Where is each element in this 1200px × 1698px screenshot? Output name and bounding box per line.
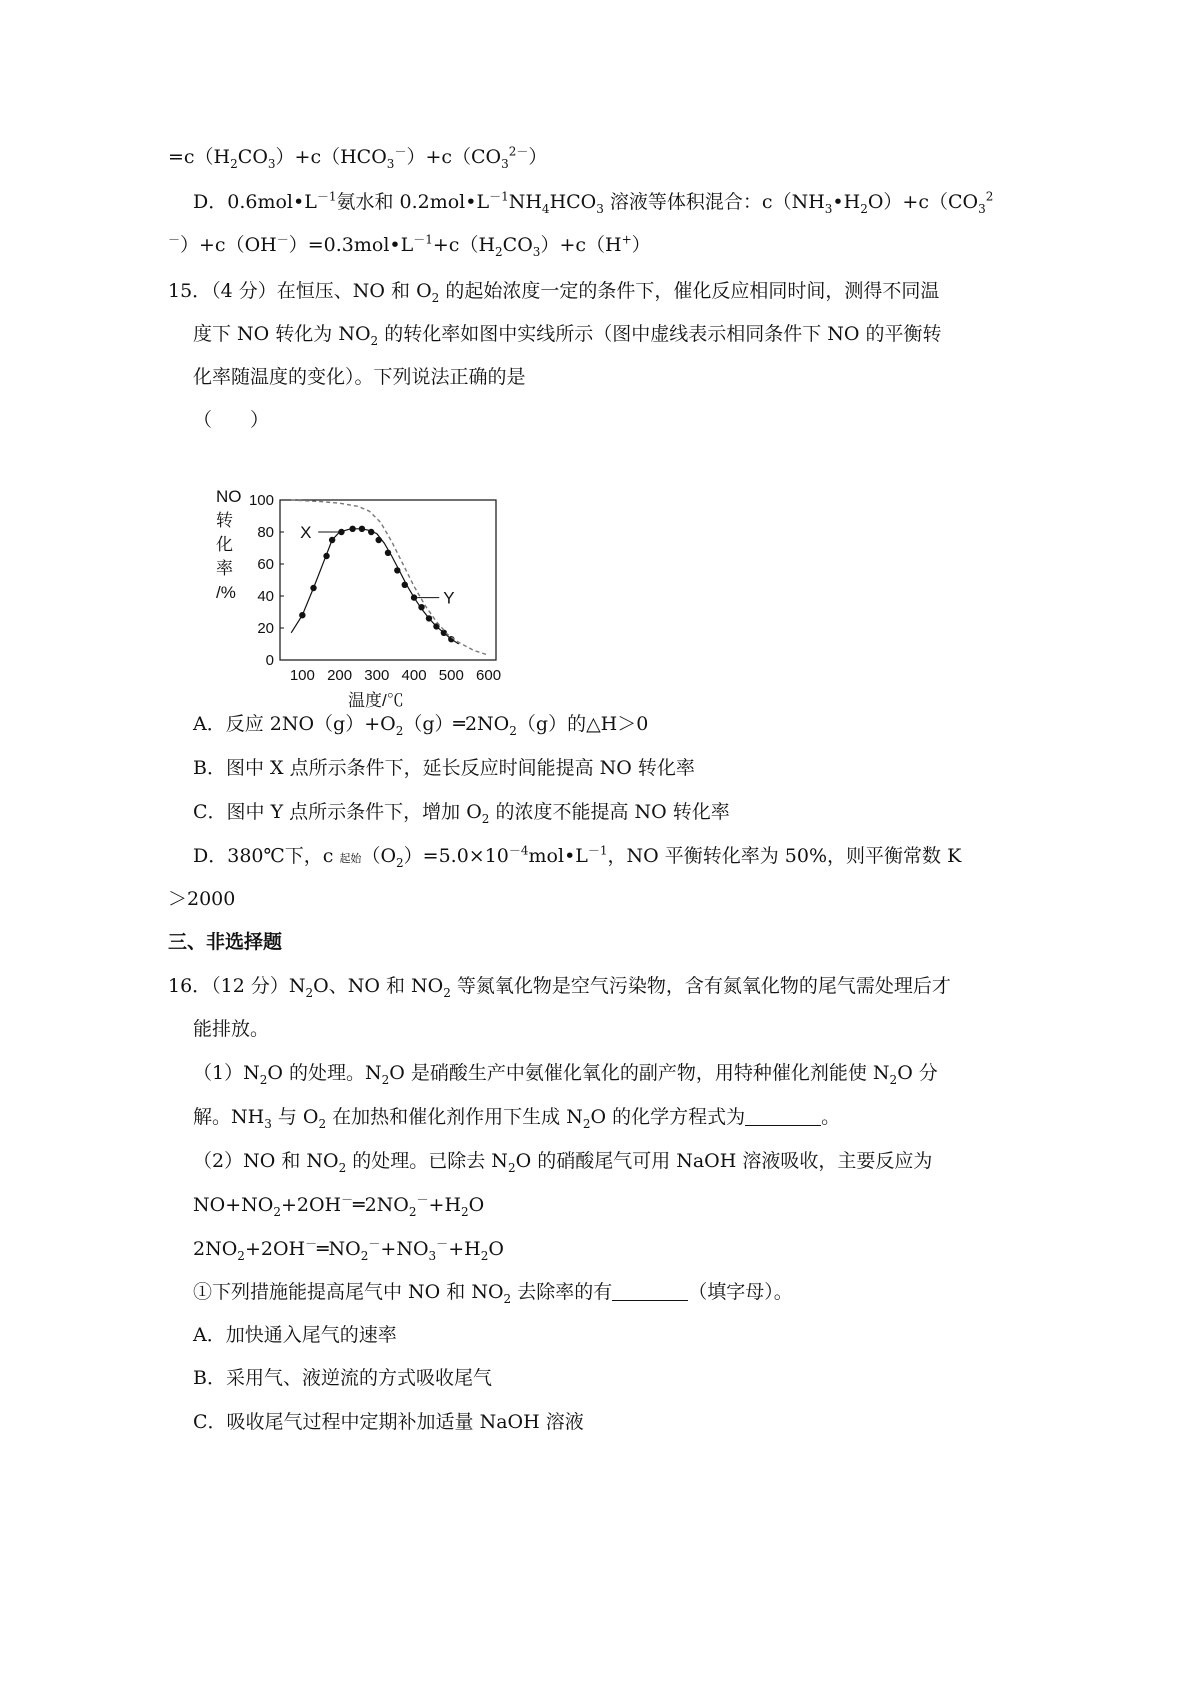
data-point <box>329 537 335 543</box>
answer-paren: （ ） <box>193 409 270 431</box>
section-heading: 三、非选择题 <box>168 931 283 953</box>
y-tick-label: 60 <box>257 556 274 573</box>
option-d-line-1: D．$0.6mol•L^{-1}$氨水和 $0.2mol•L^{-1}NH_4HCO_3$ 溶液等体积混合：$c(NH_3•H_2O)+c(CO_3^2$ <box>193 189 994 216</box>
data-point <box>375 537 381 543</box>
data-point <box>402 582 408 588</box>
y-axis-label: NO <box>216 487 242 506</box>
y-axis-label: 率 <box>216 559 233 578</box>
equation-1: $NO+NO_2+2OH^-═2NO_2^-+H_2O$ <box>193 1192 485 1219</box>
data-point <box>411 594 417 600</box>
y-tick-label: 100 <box>248 492 274 509</box>
data-point <box>385 550 391 556</box>
y-tick-label: 20 <box>257 620 274 637</box>
question-16-line-1: 16．（12 分）$N_2O$、NO 和 $NO_2$ 等氮氧化物是空气污染物，含有氮氧化物的尾气需处理后才 <box>168 975 951 1000</box>
annotation-y: Y <box>443 588 455 608</box>
x-tick-label: 400 <box>401 667 427 684</box>
x-tick-label: 100 <box>289 667 315 684</box>
text-line: $=c(H_2CO_3)+c(HCO_3^-)+c(CO_3^{2-})$ <box>168 144 548 171</box>
y-axis-label: 转 <box>216 511 233 530</box>
y-tick-label: 0 <box>265 652 274 669</box>
data-point <box>426 615 432 621</box>
question-16-part-2: （2）NO 和 $NO_2$ 的处理。已除去 $N_2O$ 的硝酸尾气可用 NaOH 溶液吸收，主要反应为 <box>193 1150 933 1175</box>
conversion-chart <box>216 487 518 710</box>
data-point <box>394 567 400 573</box>
question-15-line-2: 度下 NO 转化为 $NO_2$ 的转化率如图中实线所示（图中虚线表示相同条件下 NO 的平衡转 <box>193 323 942 348</box>
data-point <box>299 612 305 618</box>
option-d-cont: ＞2000 <box>168 888 236 910</box>
q16-option-b: B．采用气、液逆流的方式吸收尾气 <box>193 1367 492 1389</box>
x-tick-label: 600 <box>476 667 502 684</box>
x-axis-label: 温度/℃ <box>348 691 404 710</box>
y-axis-label: 化 <box>216 535 233 554</box>
option-d-line-2: $^-)+c(OH^-)=0.3mol•L^{-1}+c(H_2CO_3)+c(H^+)$ <box>168 232 651 259</box>
y-tick-label: 80 <box>257 524 274 541</box>
question-16-part-1: $(1)N_2O$ 的处理。$N_2O$ 是硝酸生产中氨催化氧化的副产物，用特种催化剂能使 $N_2O$ 分 <box>193 1062 938 1087</box>
option-d: D．380℃下，c 起始$(O_2)=5.0\times 10^{-4}mol•L^{-1}$，NO 平衡转化率为 50%，则平衡常数 K <box>193 843 962 870</box>
equilibrium-curve <box>291 500 488 655</box>
option-c: C．图中 Y 点所示条件下，增加 $O_2$ 的浓度不能提高 NO 转化率 <box>193 801 730 826</box>
y-tick-label: 40 <box>257 588 274 605</box>
annotation-x: X <box>300 523 312 542</box>
data-point <box>368 529 374 535</box>
data-point <box>310 585 316 591</box>
q16-option-c: C．吸收尾气过程中定期补加适量 NaOH 溶液 <box>193 1411 584 1433</box>
x-tick-label: 500 <box>438 667 464 684</box>
question-15-line-3: 化率随温度的变化）。下列说法正确的是 <box>193 366 526 388</box>
option-a: A．反应 $2NO(g)+O_2(g)═2NO_2(g)$的△H＞0 <box>193 713 649 738</box>
data-point <box>418 604 424 610</box>
data-point <box>323 553 329 559</box>
q16-option-a: A．加快通入尾气的速率 <box>193 1324 397 1346</box>
question-16-subpart: ①下列措施能提高尾气中 NO 和 $NO_2$ 去除率的有 （填字母）。 <box>193 1281 793 1306</box>
x-tick-label: 200 <box>327 667 353 684</box>
x-tick-label: 300 <box>364 667 390 684</box>
y-axis-label: /% <box>216 583 236 602</box>
question-16-line-2: 能排放。 <box>193 1018 270 1040</box>
data-point <box>359 526 365 532</box>
data-point <box>349 526 355 532</box>
equation-2: $2NO_2+2OH^-═NO_2^-+NO_3^-+H_2O$ <box>193 1236 504 1263</box>
plot-frame <box>280 500 496 660</box>
option-b: B．图中 X 点所示条件下，延长反应时间能提高 NO 转化率 <box>193 757 695 779</box>
question-16-part-1-cont: 解。$NH_3$ 与 $O_2$ 在加热和催化剂作用下生成 $N_2O$ 的化学方程式为 。 <box>193 1106 841 1131</box>
question-15-line-1: 15．（4 分）在恒压、NO 和 $O_2$ 的起始浓度一定的条件下，催化反应相同时间，测得不同温 <box>168 280 940 305</box>
